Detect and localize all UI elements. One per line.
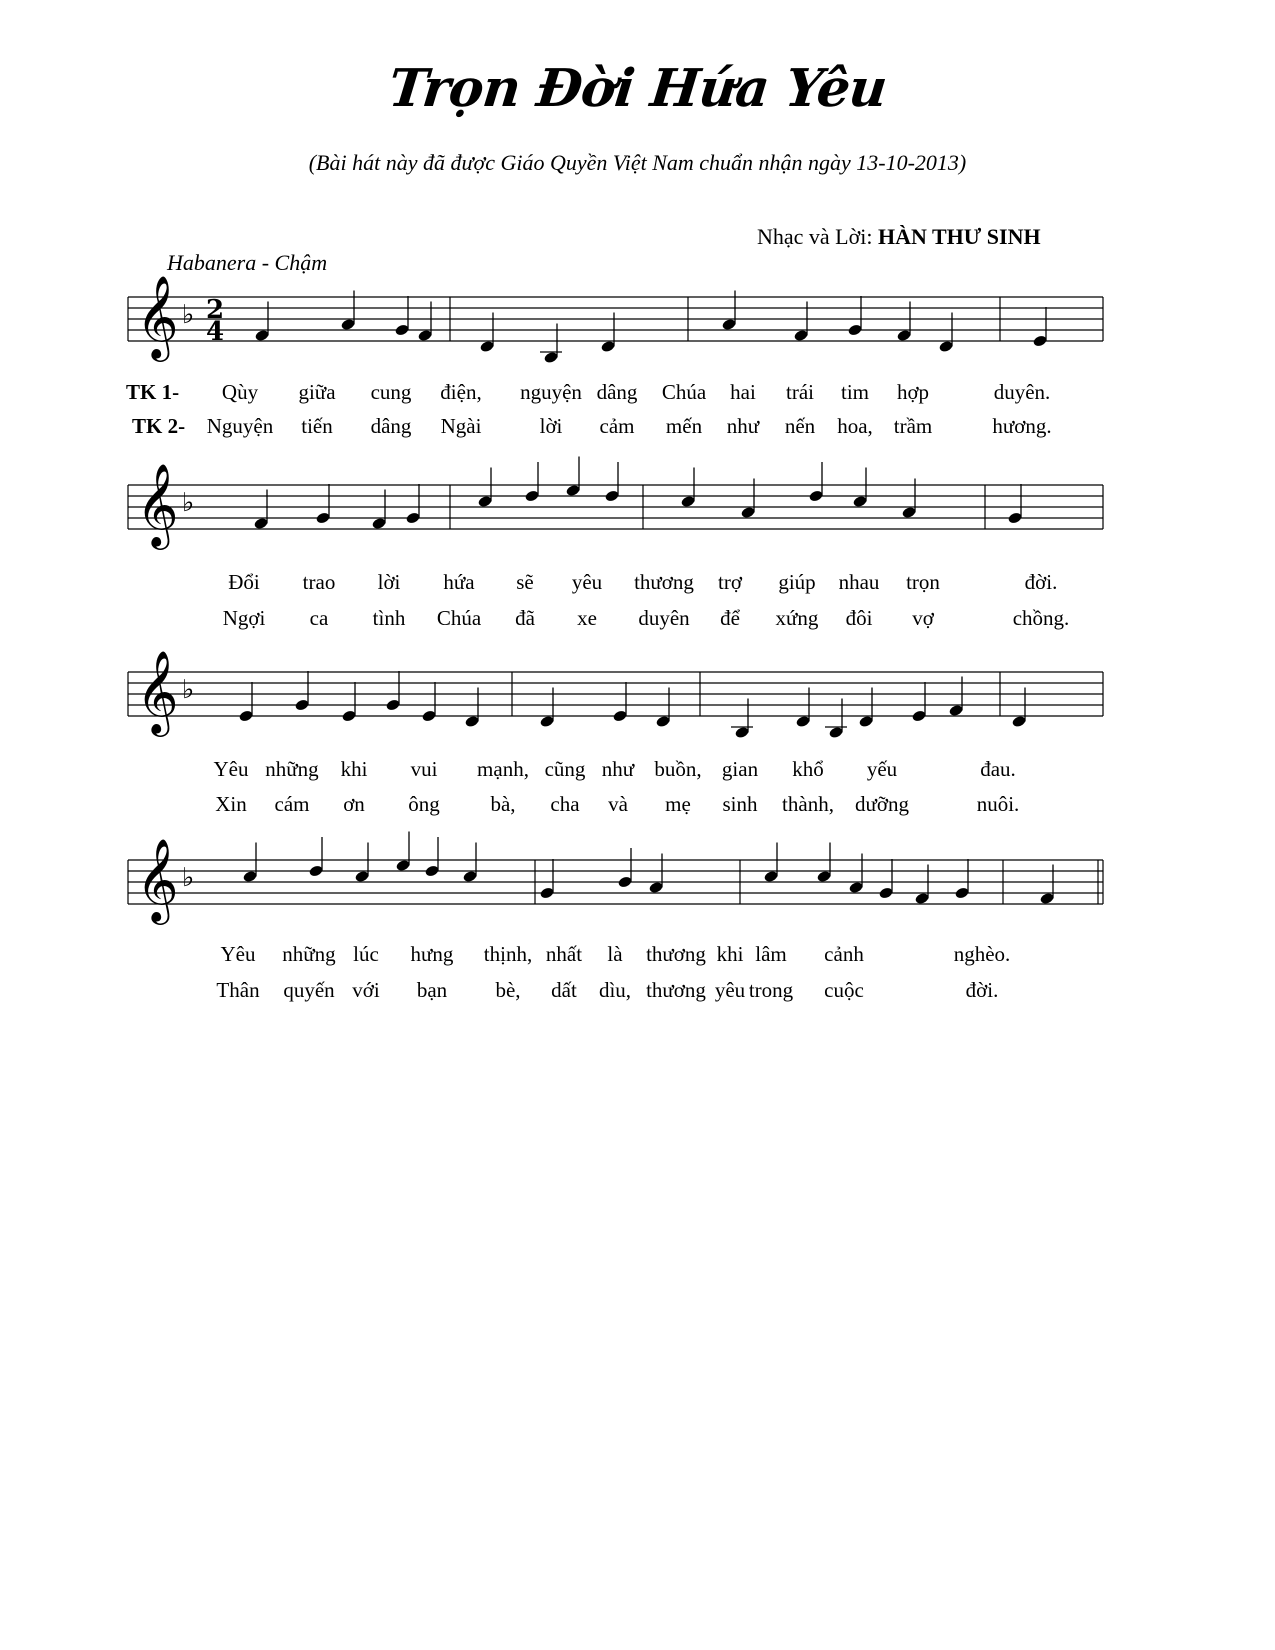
lyric-syllable: mạnh, [477,757,529,781]
lyric-syllable: buồn, [654,757,702,781]
lyric-syllable: Ngài [440,414,482,438]
lyric-syllable: điện, [440,380,482,404]
verse-label-1: TK 1- [126,380,180,404]
lyric-syllable: nghèo. [953,942,1011,966]
lyric-syllable: cung [370,380,412,404]
lyric-syllable: để [720,606,740,630]
lyric-syllable: ca [309,606,329,630]
lyric-syllable: như [601,757,635,781]
lyric-syllable: hương. [992,414,1052,438]
lyric-syllable: những [265,757,319,781]
lyric-syllable: khi [340,757,368,781]
lyric-syllable: Chúa [436,606,482,630]
lyric-syllable: chồng. [1012,606,1070,630]
lyric-syllable: tiến [301,414,333,438]
treble-clef-icon: 𝄞 [136,649,179,733]
lyric-syllable: lời [539,414,563,438]
lyric-syllable: hợp [896,380,930,404]
lyric-syllable: bè, [495,978,521,1002]
lyric-syllable: Yêu [220,942,256,966]
lyric-syllable: lời [377,570,401,594]
lyric-syllable: là [607,942,623,966]
flat-key-signature-icon: ♭ [182,675,195,705]
lyric-syllable: hưng [410,942,454,966]
lyric-syllable: tình [372,606,406,630]
lyric-syllable: giữa [298,380,336,404]
lyric-syllable: thành, [782,792,834,816]
composer-name: HÀN THƯ SINH [877,224,1041,249]
lyric-syllable: nhau [838,570,880,594]
lyric-syllable: Yêu [213,757,249,781]
lyric-syllable: trầm [893,414,933,438]
lyric-syllable: ông [408,792,440,816]
lyric-syllable: trọn [906,570,940,594]
lyric-syllable: dìu, [598,978,632,1002]
lyric-syllable: ơn [343,792,365,816]
lyric-syllable: khổ [792,757,824,781]
lyric-syllable: thương [634,570,694,594]
lyric-syllable: đã [515,606,535,630]
lyric-syllable: yêu [571,570,603,594]
verse-label-2: TK 2- [132,414,186,438]
treble-clef-icon: 𝄞 [136,837,179,921]
lyric-syllable: những [282,942,336,966]
lyric-syllable: mẹ [665,792,691,816]
credit-label: Nhạc và Lời: [757,224,873,249]
lyric-syllable: thịnh, [483,942,533,966]
lyric-syllable: cảm [599,414,635,438]
lyric-syllable: Nguyện [206,414,274,438]
lyric-syllable: dâng [370,414,412,438]
lyric-syllable: nhất [545,942,583,966]
lyric-syllable: như [726,414,760,438]
lyric-syllable: vợ [912,606,934,630]
lyric-syllable: yêu [714,978,746,1002]
lyric-syllable: hứa [443,570,475,594]
lyric-syllable: xứng [775,606,819,630]
lyric-syllable: dất [551,978,577,1002]
lyric-syllable: dâng [596,380,638,404]
lyric-syllable: sinh [722,792,758,816]
lyric-syllable: thương [646,978,706,1002]
lyric-syllable: vui [410,757,438,781]
lyric-syllable: Thân [216,978,260,1002]
lyric-syllable: tim [840,380,870,404]
lyric-syllable: quyến [283,978,335,1002]
tempo-marking: Habanera - Chậm [167,250,328,275]
lyric-syllable: Ngợi [222,606,266,630]
lyric-syllable: Chúa [661,380,707,404]
lyric-syllable: duyên. [993,380,1051,404]
lyric-syllable: cảnh [824,942,864,966]
lyric-syllable: trái [786,380,814,404]
lyric-syllable: với [352,978,380,1002]
lyric-syllable: khi [716,942,744,966]
lyric-syllable: hoa, [837,414,873,438]
time-signature-top: 2 [206,295,225,325]
lyric-syllable: Xin [215,792,247,816]
lyric-syllable: xe [577,606,597,630]
lyric-syllable: trong [748,978,794,1002]
lyric-syllable: bà, [490,792,516,816]
lyric-syllable: đôi [845,606,873,630]
lyric-syllable: lâm [755,942,787,966]
song-title: Trọn Đời Hứa Yêu [385,58,890,119]
lyric-syllable: sẽ [516,570,534,594]
lyric-syllable: thương [646,942,706,966]
lyric-syllable: duyên [638,606,690,630]
flat-key-signature-icon: ♭ [182,863,195,893]
treble-clef-icon: 𝄞 [136,462,179,546]
lyric-syllable: cám [274,792,310,816]
lyric-syllable: mến [665,414,703,438]
lyric-syllable: đời. [1024,570,1058,594]
lyric-syllable: Đổi [228,570,260,594]
lyric-syllable: trao [302,570,336,594]
lyric-syllable: gian [721,757,759,781]
lyric-syllable: dưỡng [855,792,909,816]
lyric-syllable: cha [550,792,580,816]
flat-key-signature-icon: ♭ [182,488,195,518]
lyric-syllable: và [608,792,628,816]
lyric-syllable: đau. [980,757,1016,781]
approval-subtitle: (Bài hát này đã được Giáo Quyền Việt Nam chuẩn nhận ngày 13-10-2013) [308,150,967,175]
lyric-syllable: yếu [866,757,898,781]
time-signature-bottom: 4 [206,317,225,347]
lyric-syllable: đời. [965,978,999,1002]
lyric-syllable: trợ [718,570,742,594]
lyric-syllable: giúp [778,570,816,594]
lyric-syllable: nguyện [520,380,582,404]
lyric-syllable: hai [730,380,756,404]
lyric-syllable: cũng [544,757,586,781]
treble-clef-icon: 𝄞 [136,274,179,358]
lyric-syllable: nuôi. [976,792,1020,816]
flat-key-signature-icon: ♭ [182,300,195,330]
lyric-syllable: cuộc [824,978,864,1002]
lyric-syllable: nến [784,414,816,438]
lyric-syllable: bạn [416,978,448,1002]
lyric-syllable: lúc [353,942,379,966]
lyric-syllable: Qùy [221,380,259,404]
